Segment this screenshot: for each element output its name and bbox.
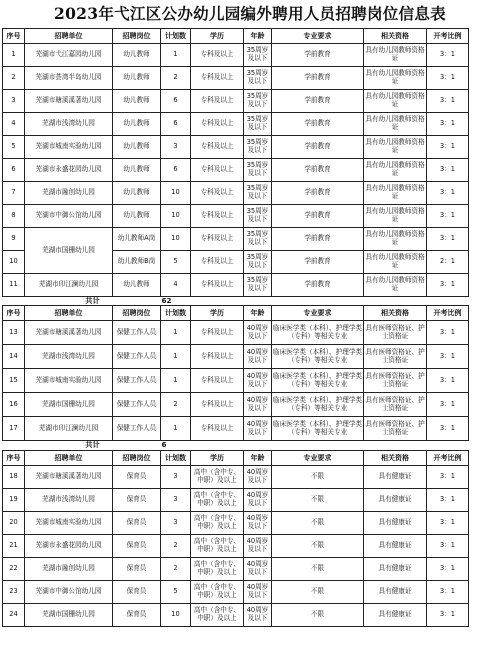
table-cell: 专科及以上 xyxy=(191,113,244,136)
header-cell: 专业要求 xyxy=(272,29,364,44)
table-row xyxy=(3,136,469,159)
table-cell: 芜湖市永盛花园幼儿园 xyxy=(25,159,113,182)
table-cell: 6 xyxy=(3,159,25,182)
table-cell: 3 xyxy=(161,511,191,534)
table-cell: 专科及以上 xyxy=(191,90,244,113)
table-cell: 6 xyxy=(161,159,191,182)
table-cell: 2 xyxy=(3,67,25,90)
table-cell: 18 xyxy=(3,465,25,488)
table-cell: 临床医学类（本科）、护理学类（专科）等相关专业 xyxy=(272,345,364,369)
table-row xyxy=(3,393,469,417)
table-cell: 幼儿教师 xyxy=(113,113,161,136)
table-cell: 学前教育 xyxy=(272,228,364,251)
table-cell: 6 xyxy=(161,113,191,136)
header-cell: 招聘单位 xyxy=(25,306,113,321)
table-cell: 保健工作人员 xyxy=(113,369,161,393)
table-cell: 临床医学类（本科）、护理学类（专科）等相关专业 xyxy=(272,393,364,417)
table-cell: 具有医师资格证、护士资格证 xyxy=(364,417,427,441)
header-cell: 学历 xyxy=(191,306,244,321)
table-cell: 专科及以上 xyxy=(191,251,244,274)
table-cell: 具有幼儿园教师资格证 xyxy=(364,228,427,251)
table-cell: 芜湖市印江澜幼儿园 xyxy=(25,417,113,441)
total-label: 共计 xyxy=(85,296,100,305)
table-cell: 3 xyxy=(161,136,191,159)
table-cell: 不限 xyxy=(272,557,364,580)
table-cell: 3：1 xyxy=(427,113,469,136)
table-cell: 3：1 xyxy=(427,465,469,488)
header-cell: 招聘岗位 xyxy=(113,306,161,321)
table-cell: 3：1 xyxy=(427,369,469,393)
table-cell: 芜湖市国栅幼儿园 xyxy=(25,393,113,417)
table-cell: 具有健康证 xyxy=(364,511,427,534)
table-cell: 专科及以上 xyxy=(191,182,244,205)
table-cell: 具有幼儿园教师资格证 xyxy=(364,67,427,90)
table-cell: 芜湖市融创幼儿园 xyxy=(25,557,113,580)
table-cell: 1 xyxy=(3,44,25,67)
table-cell: 专科及以上 xyxy=(191,44,244,67)
table-cell: 3 xyxy=(3,90,25,113)
table-cell: 具有医师资格证、护士资格证 xyxy=(364,369,427,393)
table-cell: 保育员 xyxy=(113,511,161,534)
page-title: 2023年弋江区公办幼儿园编外聘用人员招聘岗位信息表 xyxy=(54,4,446,23)
header-cell: 招聘单位 xyxy=(25,29,113,44)
table-cell: 幼儿教师 xyxy=(113,67,161,90)
table-cell: 2 xyxy=(161,393,191,417)
table-cell: 学前教育 xyxy=(272,159,364,182)
header-cell: 序号 xyxy=(3,450,25,465)
header-cell: 相关资格 xyxy=(364,306,427,321)
table-cell: 芜湖市瑭溪溪著幼儿园 xyxy=(25,321,113,345)
table-cell: 学前教育 xyxy=(272,67,364,90)
table-row xyxy=(3,228,469,251)
table-row xyxy=(3,205,469,228)
header-cell: 相关资格 xyxy=(364,450,427,465)
table-cell: 3：1 xyxy=(427,136,469,159)
table-cell: 临床医学类（本科）、护理学类（专科）等相关专业 xyxy=(272,321,364,345)
table-row xyxy=(3,369,469,393)
table-cell: 3：1 xyxy=(427,534,469,557)
table-cell: 不限 xyxy=(272,488,364,511)
table-cell: 20 xyxy=(3,511,25,534)
header-cell: 年龄 xyxy=(244,29,272,44)
table-cell: 40周岁及以下 xyxy=(244,393,272,417)
table-cell: 芜湖市浅湾幼儿园 xyxy=(25,488,113,511)
table-cell: 保健工作人员 xyxy=(113,417,161,441)
table-cell: 40周岁及以下 xyxy=(244,580,272,603)
table-cell: 35周岁及以下 xyxy=(244,136,272,159)
table-cell: 9 xyxy=(3,228,25,251)
table-cell: 具有幼儿园教师资格证 xyxy=(364,113,427,136)
header-cell: 专业要求 xyxy=(272,306,364,321)
table-cell: 学前教育 xyxy=(272,136,364,159)
table-row xyxy=(3,511,469,534)
table-cell: 专科及以上 xyxy=(191,67,244,90)
table-cell: 幼儿教师 xyxy=(113,205,161,228)
table-cell: 40周岁及以下 xyxy=(244,557,272,580)
header-cell: 计划数 xyxy=(161,29,191,44)
table-cell: 4 xyxy=(161,274,191,297)
table-cell: 芜湖市国栅幼儿园 xyxy=(25,228,113,274)
table-cell: 11 xyxy=(3,274,25,297)
table-cell: 芜湖市印江澜幼儿园 xyxy=(25,274,113,297)
table-cell: 21 xyxy=(3,534,25,557)
table-cell: 35周岁及以下 xyxy=(244,90,272,113)
table-cell: 保育员 xyxy=(113,580,161,603)
table-cell: 幼儿教师A岗 xyxy=(113,228,161,251)
table-cell: 保育员 xyxy=(113,465,161,488)
table-cell: 专科及以上 xyxy=(191,321,244,345)
table-row xyxy=(3,67,469,90)
header-cell: 计划数 xyxy=(161,306,191,321)
header-cell: 学历 xyxy=(191,29,244,44)
table-cell: 保健工作人员 xyxy=(113,321,161,345)
table-cell: 3：1 xyxy=(427,417,469,441)
table-row xyxy=(3,603,469,626)
table-cell: 芜湖市中御公馆幼儿园 xyxy=(25,580,113,603)
table-cell: 1 xyxy=(161,417,191,441)
table-row xyxy=(3,90,469,113)
table-cell: 1 xyxy=(161,345,191,369)
table-cell: 具有幼儿园教师资格证 xyxy=(364,44,427,67)
header-cell: 开考比例 xyxy=(427,306,469,321)
table-cell: 40周岁及以下 xyxy=(244,369,272,393)
table-cell: 35周岁及以下 xyxy=(244,44,272,67)
table-cell: 7 xyxy=(3,182,25,205)
table-cell: 3：1 xyxy=(427,205,469,228)
table-row xyxy=(3,113,469,136)
table-cell: 不限 xyxy=(272,603,364,626)
table-cell: 35周岁及以下 xyxy=(244,159,272,182)
table-cell: 专科及以上 xyxy=(191,159,244,182)
table-cell: 35周岁及以下 xyxy=(244,251,272,274)
table-cell: 10 xyxy=(161,182,191,205)
table-cell: 具有健康证 xyxy=(364,534,427,557)
table-cell: 芜湖市荟湾半岛幼儿园 xyxy=(25,67,113,90)
header-row xyxy=(3,306,469,321)
header-cell: 年龄 xyxy=(244,450,272,465)
table-cell: 芜湖市瑭溪溪著幼儿园 xyxy=(25,90,113,113)
table-cell: 15 xyxy=(3,369,25,393)
table-row xyxy=(3,321,469,345)
table-row xyxy=(3,274,469,297)
table-cell: 3：1 xyxy=(427,228,469,251)
table-cell: 3：1 xyxy=(427,580,469,603)
table-cell: 35周岁及以下 xyxy=(244,205,272,228)
table-cell: 40周岁及以下 xyxy=(244,417,272,441)
total-label: 共计 xyxy=(85,440,100,450)
table-row xyxy=(3,465,469,488)
table-cell: 芜湖市弋江嘉园幼儿园 xyxy=(25,44,113,67)
table-cell: 35周岁及以下 xyxy=(244,274,272,297)
recruitment-table xyxy=(2,28,469,627)
table-cell: 具有幼儿园教师资格证 xyxy=(364,205,427,228)
table-cell: 3：1 xyxy=(427,393,469,417)
table-row xyxy=(3,488,469,511)
table-cell: 3：1 xyxy=(427,321,469,345)
table-cell: 40周岁及以下 xyxy=(244,534,272,557)
header-cell: 序号 xyxy=(3,29,25,44)
table-cell: 具有健康证 xyxy=(364,488,427,511)
table-cell: 幼儿教师 xyxy=(113,136,161,159)
table-cell: 高中（含中专、中职）及以上 xyxy=(191,603,244,626)
table-cell: 1 xyxy=(161,321,191,345)
table-cell: 具有健康证 xyxy=(364,603,427,626)
table-cell: 具有幼儿园教师资格证 xyxy=(364,159,427,182)
table-cell: 学前教育 xyxy=(272,182,364,205)
table-cell: 具有医师资格证、护士资格证 xyxy=(364,321,427,345)
table-cell: 高中（含中专、中职）及以上 xyxy=(191,465,244,488)
table-cell: 23 xyxy=(3,580,25,603)
table-cell: 芜湖市浅湾幼儿园 xyxy=(25,345,113,369)
table-cell: 学前教育 xyxy=(272,113,364,136)
table-cell: 3：1 xyxy=(427,345,469,369)
table-row xyxy=(3,159,469,182)
table-cell: 具有幼儿园教师资格证 xyxy=(364,90,427,113)
table-cell: 专科及以上 xyxy=(191,205,244,228)
table-cell: 具有健康证 xyxy=(364,580,427,603)
table-cell: 3：1 xyxy=(427,67,469,90)
header-cell: 开考比例 xyxy=(427,450,469,465)
table-cell: 10 xyxy=(161,603,191,626)
table-cell: 3：1 xyxy=(427,159,469,182)
total-value: 62 xyxy=(161,296,172,305)
table-cell: 不限 xyxy=(272,511,364,534)
table-cell: 保育员 xyxy=(113,488,161,511)
table-cell: 临床医学类（本科）、护理学类（专科）等相关专业 xyxy=(272,417,364,441)
table-cell: 40周岁及以下 xyxy=(244,321,272,345)
table-cell: 3：1 xyxy=(427,557,469,580)
table-cell: 具有医师资格证、护士资格证 xyxy=(364,393,427,417)
header-cell: 序号 xyxy=(3,306,25,321)
header-cell: 开考比例 xyxy=(427,29,469,44)
table-cell: 19 xyxy=(3,488,25,511)
table-cell: 不限 xyxy=(272,465,364,488)
table-cell: 4 xyxy=(3,113,25,136)
table-cell: 芜湖市浅湾幼儿园 xyxy=(25,113,113,136)
table-row xyxy=(3,557,469,580)
table-cell: 22 xyxy=(3,557,25,580)
header-cell: 招聘岗位 xyxy=(113,29,161,44)
table-cell: 临床医学类（本科）、护理学类（专科）等相关专业 xyxy=(272,369,364,393)
table-cell: 8 xyxy=(3,205,25,228)
table-cell: 2 xyxy=(161,557,191,580)
total-row xyxy=(3,441,469,450)
table-cell: 3 xyxy=(161,465,191,488)
table-cell: 专科及以上 xyxy=(191,136,244,159)
table-cell: 幼儿教师 xyxy=(113,182,161,205)
table-cell: 幼儿教师 xyxy=(113,90,161,113)
table-cell: 保育员 xyxy=(113,557,161,580)
table-cell: 5 xyxy=(161,580,191,603)
table-cell: 学前教育 xyxy=(272,44,364,67)
table-cell: 学前教育 xyxy=(272,251,364,274)
table-cell: 5 xyxy=(161,251,191,274)
table-cell: 3：1 xyxy=(427,90,469,113)
table-row xyxy=(3,417,469,441)
table-cell: 不限 xyxy=(272,580,364,603)
table-cell: 保健工作人员 xyxy=(113,393,161,417)
table-cell: 高中（含中专、中职）及以上 xyxy=(191,511,244,534)
table-cell: 35周岁及以下 xyxy=(244,113,272,136)
total-row xyxy=(3,297,469,306)
table-cell: 5 xyxy=(3,136,25,159)
table-cell: 3 xyxy=(161,488,191,511)
table-cell: 2 xyxy=(161,534,191,557)
table-cell: 16 xyxy=(3,393,25,417)
table-cell: 高中（含中专、中职）及以上 xyxy=(191,488,244,511)
table-cell: 高中（含中专、中职）及以上 xyxy=(191,580,244,603)
table-cell: 35周岁及以下 xyxy=(244,228,272,251)
table-cell: 1 xyxy=(161,44,191,67)
table-cell: 专科及以上 xyxy=(191,417,244,441)
header-cell: 年龄 xyxy=(244,306,272,321)
table-cell: 专科及以上 xyxy=(191,228,244,251)
table-cell: 14 xyxy=(3,345,25,369)
table-cell: 芜湖市中御公馆幼儿园 xyxy=(25,205,113,228)
table-row xyxy=(3,44,469,67)
table-cell: 学前教育 xyxy=(272,205,364,228)
table-cell: 专科及以上 xyxy=(191,274,244,297)
table-cell: 13 xyxy=(3,321,25,345)
table-cell: 40周岁及以下 xyxy=(244,511,272,534)
table-cell: 芜湖市城南实验幼儿园 xyxy=(25,369,113,393)
table-cell: 3：1 xyxy=(427,274,469,297)
table-row xyxy=(3,345,469,369)
header-row xyxy=(3,29,469,44)
table-cell: 保育员 xyxy=(113,534,161,557)
table-cell: 24 xyxy=(3,603,25,626)
table-cell: 10 xyxy=(3,251,25,274)
table-cell: 芜湖市城南实验幼儿园 xyxy=(25,136,113,159)
table-cell: 6 xyxy=(161,90,191,113)
table-cell: 高中（含中专、中职）及以上 xyxy=(191,557,244,580)
table-cell: 3：1 xyxy=(427,488,469,511)
table-cell: 2 xyxy=(161,67,191,90)
table-cell: 芜湖市国栅幼儿园 xyxy=(25,603,113,626)
table-cell: 专科及以上 xyxy=(191,393,244,417)
table-cell: 芜湖市融创幼儿园 xyxy=(25,182,113,205)
table-cell: 3：1 xyxy=(427,182,469,205)
table-cell: 40周岁及以下 xyxy=(244,603,272,626)
header-cell: 学历 xyxy=(191,450,244,465)
table-cell: 3：1 xyxy=(427,511,469,534)
table-cell: 专科及以上 xyxy=(191,345,244,369)
table-cell: 具有幼儿园教师资格证 xyxy=(364,136,427,159)
total-value: 6 xyxy=(161,440,167,450)
table-cell: 学前教育 xyxy=(272,90,364,113)
table-cell: 具有幼儿园教师资格证 xyxy=(364,182,427,205)
table-cell: 幼儿教师 xyxy=(113,274,161,297)
table-cell: 芜湖市城南实验幼儿园 xyxy=(25,511,113,534)
table-cell: 40周岁及以下 xyxy=(244,465,272,488)
header-cell: 专业要求 xyxy=(272,450,364,465)
table-cell: 35周岁及以下 xyxy=(244,182,272,205)
header-cell: 招聘岗位 xyxy=(113,450,161,465)
table-cell: 具有幼儿园教师资格证 xyxy=(364,274,427,297)
table-cell: 3：1 xyxy=(427,44,469,67)
table-cell: 不限 xyxy=(272,534,364,557)
table-row xyxy=(3,182,469,205)
header-cell: 计划数 xyxy=(161,450,191,465)
table-cell: 具有幼儿园教师资格证 xyxy=(364,251,427,274)
table-cell: 保健工作人员 xyxy=(113,345,161,369)
header-cell: 招聘单位 xyxy=(25,450,113,465)
table-cell: 10 xyxy=(161,228,191,251)
table-cell: 保育员 xyxy=(113,603,161,626)
table-cell: 幼儿教师 xyxy=(113,44,161,67)
table-row xyxy=(3,534,469,557)
table-cell: 2：1 xyxy=(427,251,469,274)
table-cell: 35周岁及以下 xyxy=(244,67,272,90)
table-cell: 高中（含中专、中职）及以上 xyxy=(191,534,244,557)
table-cell: 10 xyxy=(161,205,191,228)
table-cell: 幼儿教师 xyxy=(113,159,161,182)
table-cell: 40周岁及以下 xyxy=(244,345,272,369)
table-cell: 40周岁及以下 xyxy=(244,488,272,511)
table-cell: 具有医师资格证、护士资格证 xyxy=(364,345,427,369)
table-cell: 专科及以上 xyxy=(191,369,244,393)
table-cell: 芜湖市瑭溪溪著幼儿园 xyxy=(25,465,113,488)
table-cell: 幼儿教师B岗 xyxy=(113,251,161,274)
table-cell: 3：1 xyxy=(427,603,469,626)
table-row xyxy=(3,580,469,603)
header-row xyxy=(3,450,469,465)
table-cell: 1 xyxy=(161,369,191,393)
table-cell: 具有健康证 xyxy=(364,557,427,580)
table-cell: 17 xyxy=(3,417,25,441)
table-cell: 学前教育 xyxy=(272,274,364,297)
table-cell: 具有健康证 xyxy=(364,465,427,488)
header-cell: 相关资格 xyxy=(364,29,427,44)
table-cell: 芜湖市永盛花园幼儿园 xyxy=(25,534,113,557)
